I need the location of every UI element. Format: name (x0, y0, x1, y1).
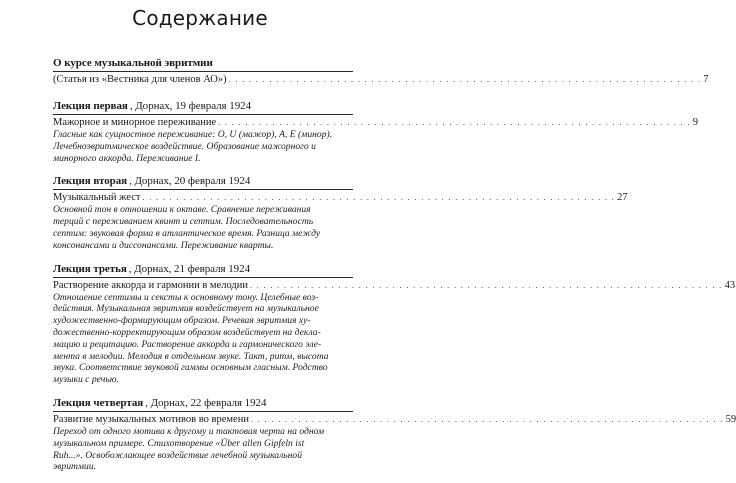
toc-entry (53, 73, 709, 86)
dot-leader (218, 116, 691, 129)
description-line: септим: звуковая форма в атлантическое время. Разница между (53, 227, 321, 239)
section-heading-bold: Лекция первая (53, 100, 128, 112)
toc-entry (53, 116, 698, 129)
description-line: минорного аккорда. Переживание I. (53, 152, 201, 164)
description-line: действия. Музыкальная эвритмия воздействует на музыкальное (53, 303, 319, 315)
section-heading-bold: Лекция четвертая (53, 396, 144, 409)
entry-title: Развитие музыкальных мотивов во времени (53, 413, 249, 425)
section-heading-bold: Лекция третья (53, 262, 127, 275)
section-heading (53, 56, 353, 70)
section-heading (53, 262, 353, 276)
toc-entry (53, 191, 628, 204)
page-number: 27 (617, 192, 628, 204)
page-number: 9 (692, 117, 698, 128)
toc-section (53, 262, 736, 386)
section-heading-rest: , Дорнах, 19 февраля 1924 (129, 100, 252, 112)
entry-description (53, 426, 353, 473)
description-line: Ruh...». Освобожлающее воздействие лечебной музыкальной (53, 449, 303, 461)
section-heading-rest: , Дорнах, 22 февраля 1924 (145, 396, 267, 409)
toc-section (53, 396, 736, 473)
description-line: Отношение септимы и сексты к основному тону. Целебные воз- (53, 291, 319, 303)
entry-title: Музыкальный жест (53, 192, 141, 204)
heading-rule (53, 71, 353, 72)
heading-rule (53, 411, 353, 412)
description-line: музыки с речью. (53, 374, 119, 386)
description-line: консонансами и диссонансами. Переживание кварты. (53, 239, 274, 251)
page-number: 7 (703, 74, 709, 85)
entry-description (53, 292, 353, 386)
dot-leader (142, 191, 615, 204)
description-line: дожественно-корректирующим образом воздействует на декла- (53, 326, 321, 338)
heading-rule (53, 114, 353, 115)
section-heading-rest: , Дорнах, 20 февраля 1924 (129, 175, 251, 188)
section-heading (53, 174, 353, 188)
toc-section (53, 174, 628, 251)
entry-description (53, 204, 353, 251)
description-line: Гласные как сущностное переживание: О, U (мажор), А, Е (минор). (53, 129, 333, 140)
description-line: Переход от одного мотива к другому и тактовая черта на одном (53, 425, 325, 437)
entry-title: Растворение аккорда и гармонии в мелодии (53, 279, 248, 291)
description-line: музыкальном примере. Стихотворение «Über allen Gipfeln ist (53, 437, 305, 449)
section-heading (53, 99, 353, 113)
description-line: звука. Соответствие звуковой гаммы основным гласным. Родство (53, 362, 328, 374)
description-line: мента в мелодии. Мелодия в отдельном звуке. Такт, ритм, высота (53, 350, 329, 362)
description-line: мацию и рецитацию. Растворение аккорда и гармонического эле- (53, 338, 322, 350)
toc-section (53, 56, 709, 86)
heading-rule (53, 277, 353, 278)
section-heading-bold: О курсе музыкальной эвритмии (53, 57, 213, 69)
section-heading-rest: , Дорнах, 21 февраля 1924 (128, 262, 251, 275)
entry-description (53, 129, 353, 164)
section-heading (53, 396, 353, 410)
section-heading-bold: Лекция вторая (53, 175, 128, 188)
entry-title: Мажорное и минорное переживание (53, 117, 217, 128)
description-line: терций с переживанием квинт и септим. Последовательность (53, 216, 314, 228)
heading-rule (53, 189, 353, 190)
page-number: 43 (724, 279, 736, 291)
entry-title: (Статья из «Вестника для членов АО») (53, 74, 227, 85)
dot-leader (250, 279, 723, 292)
toc-entry (53, 413, 736, 426)
page-title: Содержание (132, 6, 268, 30)
description-line: эвритмии. (53, 461, 97, 473)
page-number: 59 (725, 413, 736, 425)
toc-body (53, 56, 736, 483)
description-line: художественно-формирующим образом. Речевая эвритмия ху- (53, 315, 311, 327)
description-line: Лечебноэвритмическое воздействие. Образование мажорного и (53, 140, 316, 152)
toc-entry (53, 279, 736, 292)
description-line: Основной тон в отношении к октаве. Сравнение переживания (53, 204, 311, 216)
dot-leader (229, 73, 702, 86)
dot-leader (251, 413, 724, 426)
toc-section (53, 99, 698, 164)
